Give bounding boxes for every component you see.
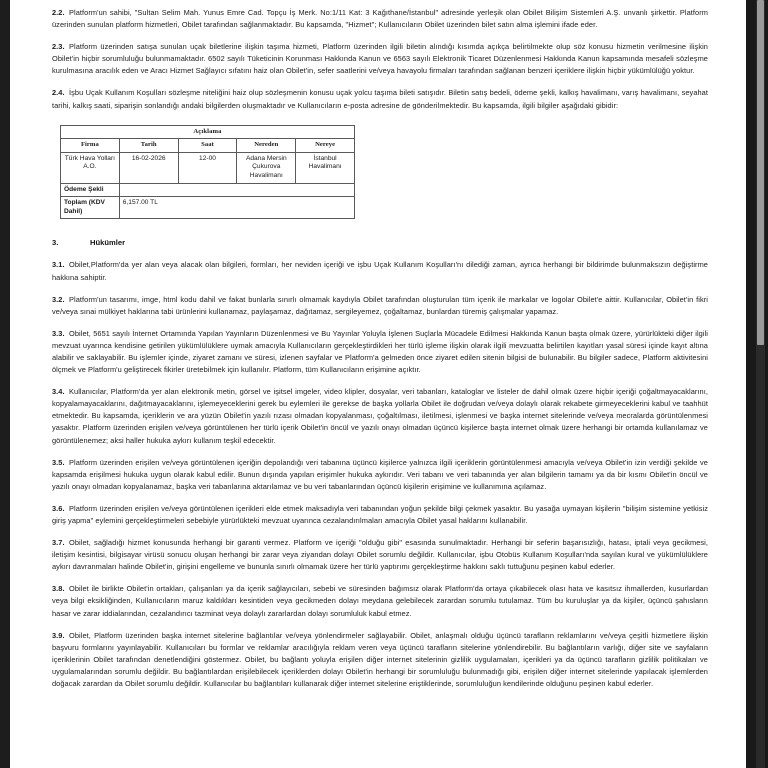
clause-3-4 (52, 386, 708, 446)
paragraph-number: 2.3. (52, 42, 65, 52)
document-body (52, 0, 708, 690)
clause-text: Platform üzerinden erişilen ve/veya görüntülenen içeriğin depolandığı veri tabanına üçüncü kişilerce yalnızca ilgili içeriklerin görüntülenmesi amacıyla ve/veya Obilet'in izin verdiği şekilde ve kapsamda erişilmesi hukuka uygun olarak kabul edilir. Bunun dışında yapılan erişimler hukuka aykırıdır. Veri tabanı ve veri tabanında yer alan bilgilerin tamamı ya da bir kısmı Obilet'in öncül ve yazılı onayı olmadan kopyalanamaz, başka veri tabanlarına aktarılamaz ve bu veri tabanlarından üçüncü kişilerin erişimine ve kullanımına açılamaz. (52, 457, 708, 491)
column-header-tarih: Tarih (119, 139, 178, 153)
table-header-row (61, 139, 355, 153)
cell-nereden: Adana Mersin Çukurova Havalimanı (237, 152, 296, 183)
paragraph-text: Platform'un sahibi, "Sultan Selim Mah. Yunus Emre Cad. Topçu İş Merk. No:1/11 Kat: 3 Kağıthane/İstanbul" adresinde yerleşik olan Obilet Bilişim Sistemleri A.Ş. unvanlı şirkettir. Platform üzerinden sunulan platform hizmetleri, Obilet tarafından sağlanmaktadır. Bu kapsamda, "Hizmet"; Kullanıcıların Obilet üzerinden bilet satın alma işlemini ifade eder. (52, 8, 708, 30)
cell-firma: Türk Hava Yolları A.O. (61, 152, 120, 183)
clause-3-9 (52, 630, 708, 690)
column-header-saat: Saat (178, 139, 237, 153)
clause-number: 3.2. (52, 294, 65, 304)
total-value: 6,157.00 TL (119, 197, 354, 219)
clause-number: 3.9. (52, 630, 65, 640)
clause-3-3 (52, 328, 708, 376)
viewer-left-border (0, 0, 10, 768)
table-title: Açıklama (61, 125, 355, 139)
clause-3-6 (52, 503, 708, 527)
paragraph-text: İşbu Uçak Kullanım Koşulları sözleşme niteliğini haiz olup sözleşmenin konusu uçak yolcu taşıma bileti satışıdır. Biletin satış bedeli, ödeme şekli, kalkış havalimanı, varış havalimanı, seyahat tarihi, kalkış saati, siparişin sonlandığı andaki bilgilerden oluşmaktadır ve Kullanıcıların e-posta adresine de gönderilmektedir. Bu kapsamda, ilgili bilgiler aşağıdaki gibidir: (52, 88, 708, 110)
paragraph-number: 2.4. (52, 88, 65, 98)
section-title: Hükümler (90, 238, 126, 248)
clause-number: 3.1. (52, 260, 65, 270)
total-label: Toplam (KDV Dahil) (61, 197, 120, 219)
column-header-nereden: Nereden (237, 139, 296, 153)
clause-3-2 (52, 294, 708, 318)
table-title-row (61, 125, 355, 139)
clause-3-7 (52, 537, 708, 573)
clause-number: 3.8. (52, 584, 65, 594)
column-header-firma: Firma (61, 139, 120, 153)
table-row (61, 152, 355, 183)
clause-number: 3.5. (52, 457, 65, 467)
cell-tarih: 16-02-2026 (119, 152, 178, 183)
cell-nereye: İstanbul Havalimanı (296, 152, 355, 183)
document-page (10, 0, 746, 768)
clause-text: Platform üzerinden erişilen ve/veya görüntülenen içerikleri elde etmek maksadıyla veri tabanından yoğun şekilde bilgi çekmek yasaktır. Bu yasağa uymayan kişilerin "bilişim sistemine yetkisiz giriş yapma" eylemini gerçekleştirmeleri sebebiyle yürürlükteki mevzuat uyarınca cezalandırılmaları amacıyla Obilet yasal haklarını kullanabilir. (52, 503, 708, 525)
section-number: 3. (52, 238, 59, 248)
vertical-scrollbar[interactable] (756, 0, 765, 768)
paragraph-2-3 (52, 41, 708, 77)
paragraph-2-4 (52, 87, 708, 111)
payment-method-row (61, 183, 355, 197)
clause-text: Kullanıcılar, Platform'da yer alan elektronik metin, görsel ve işitsel imgeler, video klipler, dosyalar, veri tabanları, kataloglar ve listeler de dahil olmak üzere hiçbir içeriği çoğaltmayacaklarını, kopyalamayacaklarını, dağıtmayacaklarını, işlemeyeceklerini gerek bu eylemleri ile gerekse de başka yollarla Obilet ile doğrudan ve/veya dolaylı olarak rekabete girmeyeceklerini kabul ve taahhüt etmektedir. Bu kapsamda, içeriklerin ve ara yüzün Obilet'in yazılı rızası olmadan kopyalanması, çoğaltılması, iletilmesi, işlenmesi ve başka internet sitelerinde ve/veya mecralarda görüntülenmesi yasaktır. Platform üzerinden erişilen ve/veya görüntülenen her türlü içerik Obilet'in öncül ve yazılı onayı olmadan üçüncü kişilerce başta internet olmak üzere herhangi bir ortamda kullanılamaz ve görüntülenemez; aksi haller hukuka aykırı kullanım teşkil edecektir. (52, 387, 708, 445)
cell-saat: 12-00 (178, 152, 237, 183)
payment-method-value (119, 183, 354, 197)
clause-3-5 (52, 457, 708, 493)
ticket-details-table-wrapper (52, 125, 708, 220)
column-header-nereye: Nereye (296, 139, 355, 153)
clause-number: 3.7. (52, 538, 65, 548)
clause-3-1 (52, 259, 708, 283)
clause-number: 3.4. (52, 387, 65, 397)
total-row (61, 197, 355, 219)
paragraph-number: 2.2. (52, 8, 65, 17)
clause-text: Obilet, 5651 sayılı İnternet Ortamında Yapılan Yayınların Düzenlenmesi ve Bu Yayınlar Yoluyla İşlenen Suçlarla Mücadele Edilmesi Hakkında Kanun başta olmak üzere, yürürlükteki diğer ilgili mevzuat uyarınca kendisine getirilen yükümlülüklere uymak amacıyla Kullanıcıların gerçekleştirdikleri her türlü işleme ilişkin olarak ilgili mevzuatta belirtilen kayıtları yasal süresi içinde kayıt altına alabilir ve saklayabilir. Bu işlemler içinde, ziyaret zamanı ve süresi, izlenen sayfalar ve Platform'a gelmeden önce ziyaret edilen sitenin bilgisi de bulunabilir. Bu bilgiler sadece, Platform aktivitesini ölçmek ve Platform'u geliştirecek fikirler üretebilmek için kullanılır. Platform, tüm Kullanıcıların erişimine açıktır. (52, 328, 708, 375)
scrollbar-thumb[interactable] (757, 0, 764, 345)
clause-text: Obilet ile birlikte Obilet'in ortakları, çalışanları ya da içerik sağlayıcıları, sebebi ve süresinden bağımsız olarak Platform'da ortaya çıkabilecek olası hata ve kasıtsız ihmallerden, kusurlardan veya bilgi eksikliğinden, Kullanıcıların maruz kaldıkları kesintiden veya gecikmeden dolayı meydana gelebilecek zarardan sorumlu tutulamaz. Tüm bu kuruluşlar ya da kişiler, üçüncü şahısların hasar ve zarar iddialarından, cezalandırıcı tazminat veya dolaylı zararlardan dolayı sorumluluk kabul etmez. (52, 584, 708, 618)
clause-number: 3.6. (52, 503, 65, 513)
clause-3-8 (52, 583, 708, 619)
paragraph-text: Platform üzerinden satışa sunulan uçak biletlerine ilişkin taşıma hizmeti, Platform üzerinden ilgili biletin alındığı kısımda açıkça belirtilmekte olup söz konusu hizmetin verilmesine ilişkin Obilet'in hiçbir sorumluluğu bulunmamaktadır. 6502 sayılı Tüketicinin Korunması Hakkında Kanun ve 6563 sayılı Elektronik Ticaret Düzenlenmesi Hakkında Kanun kapsamında mesafeli sözleşme kurulmasına aracılık eden ve Aracı Hizmet Sağlayıcı sıfatını haiz olan Obilet'in, sefer saatlerini ve/veya havayolu firmaları tarafından sağlanan benzeri içeriklere ilişkin hiçbir yükümlülüğü yoktur. (52, 42, 708, 76)
clause-number: 3.3. (52, 328, 65, 338)
ticket-details-table (60, 125, 355, 220)
clause-text: Obilet, sağladığı hizmet konusunda herhangi bir garanti vermez. Platform ve içeriği "olduğu gibi" esasında sunulmaktadır. Herhangi bir seferin başarısızlığı, hatası, iptali veya gecikmesi, iletişim kesintisi, bilgisayar virüsü sonucu oluşan herhangi bir zarar veya ziyandan dolayı Obilet sorumlu değildir. Kullanıcılar, işbu Otobüs Kullanım Koşulları'nda sayılan kural ve yükümlülüklere aykırı davranmaları halinde Obilet'in, girişini engelleme ve bununla sınırlı olmamak üzere her türlü yaptırımı gerçekleştirme hakkını saklı tuttuğunu peşinen kabul ederler. (52, 538, 708, 572)
section-heading-hukumler (52, 237, 708, 248)
payment-method-label: Ödeme Şekli (61, 183, 120, 197)
paragraph-2-2 (52, 7, 708, 31)
clause-text: Obilet, Platform üzerinden başka internet sitelerine bağlantılar ve/veya yönlendirmeler sağlayabilir. Obilet, anlaşmalı olduğu üçüncü tarafların reklamlarını ve/veya çeşitli hizmetlere ilişkin başvuru formlarını yayınlayabilir. Kullanıcıları bu formlar ve reklamlar aracılığıyla reklam veren veya üçüncü tarafların sitelerine yönlendirebilir. Bu bağlantıların varlığı, diğer site ve sayfaların içeriklerinin Obilet tarafından denetlendiğini göstermez. Obilet, bu bağlantı yoluyla erişilen diğer internet sitelerinin gizlilik uygulamaları, içerikleri ya da üçüncü tarafların gizlilik politikaları ve uygulamalarından sorumlu değildir. Bu bağlantılardan erişilebilecek içeriklerden dolayı Obilet'in herhangi bir sorumluluğu bulunmadığı gibi, erişilen diğer internet sitelerinde yapılacak işlemlerden doğacak zarardan da Obilet sorumlu değildir. Kullanıcılar bu bağlantıları kullanarak diğer internet sitelerine eriştiklerinde, sorumluluğun kendilerinde olduğunu peşinen kabul ederler. (52, 630, 708, 689)
clause-text: Obilet,Platform'da yer alan veya alacak olan bilgileri, formları, her neviden içeriği ve işbu Uçak Kullanım Koşulları'nı dilediği zaman, ayrıca herhangi bir bildirimde bulunmaksızın değiştirme hakkına sahiptir. (52, 260, 708, 282)
clause-text: Platform'un tasarımı, imge, html kodu dahil ve fakat bunlarla sınırlı olmamak kaydıyla Obilet tarafından oluşturulan tüm içerik ile markalar ve logolar Obilet'e aittir. Kullanıcılar, Obilet'in fikri ve/veya sınai mülkiyet haklarına tabi ürünlerini kullanamaz, paylaşamaz, dağıtamaz, sergileyemez, çoğaltamaz, bunlardan türemiş çalışmalar yapamaz. (52, 294, 708, 316)
